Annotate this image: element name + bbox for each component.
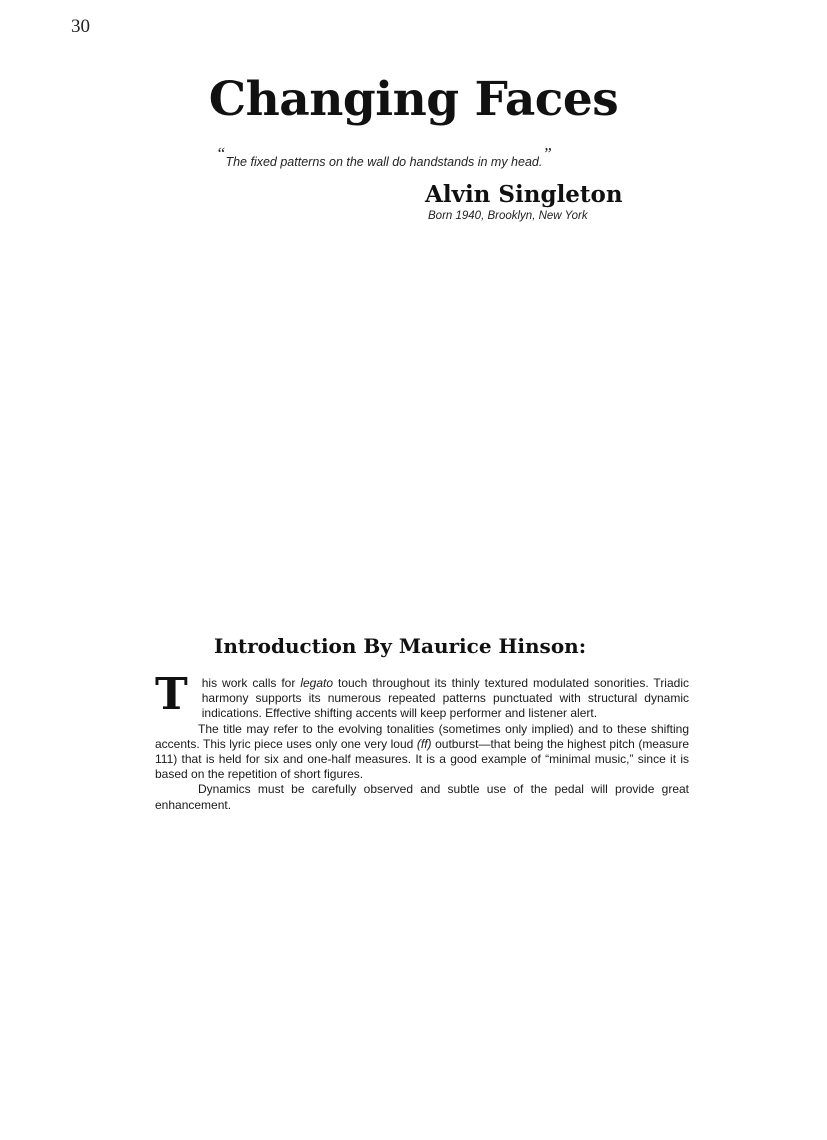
epigraph bbox=[216, 144, 552, 171]
drop-cap: T bbox=[155, 669, 188, 720]
page-title: Changing Faces bbox=[208, 72, 619, 127]
paragraph-2-text-c: outburst—that being the highest pitch (measure 111) that is held for six and one-half measures. It is a good example of “minimal music,” since it is based on the repetition of short figures. bbox=[155, 736, 690, 782]
page-number: 30 bbox=[71, 16, 90, 37]
epigraph-text: The fixed patterns on the wall do handstands in my head. bbox=[225, 155, 543, 169]
paragraph-2-emphasis: (ff) bbox=[416, 736, 432, 751]
paragraph-2 bbox=[155, 722, 689, 783]
paragraph-1-text-a: his work calls for bbox=[201, 676, 301, 690]
composer-name: Alvin Singleton bbox=[425, 181, 623, 208]
introduction-body bbox=[155, 669, 690, 813]
paragraph-3: Dynamics must be carefully observed and subtle use of the pedal will provide great enhancement. bbox=[155, 782, 689, 812]
composer-info: Born 1940, Brooklyn, New York bbox=[428, 210, 588, 222]
introduction-heading: Introduction By Maurice Hinson: bbox=[214, 634, 587, 658]
paragraph-1-text-c: touch throughout its thinly textured modulated sonorities. Triadic harmony supports its numerous repeated patterns punctuated with structural dynamic indications. Effective shifting accents will keep performer and listener alert. bbox=[201, 676, 689, 721]
epigraph-close-quote: ” bbox=[542, 144, 552, 163]
paragraph-1 bbox=[155, 669, 689, 722]
paragraph-1-emphasis: legato bbox=[300, 676, 334, 690]
paragraph-2-text-a: The title may refer to the evolving tonalities (sometimes only implied) and to these shifting accents. This lyric piece uses only one very loud bbox=[155, 721, 689, 751]
epigraph-open-quote: “ bbox=[216, 144, 226, 163]
